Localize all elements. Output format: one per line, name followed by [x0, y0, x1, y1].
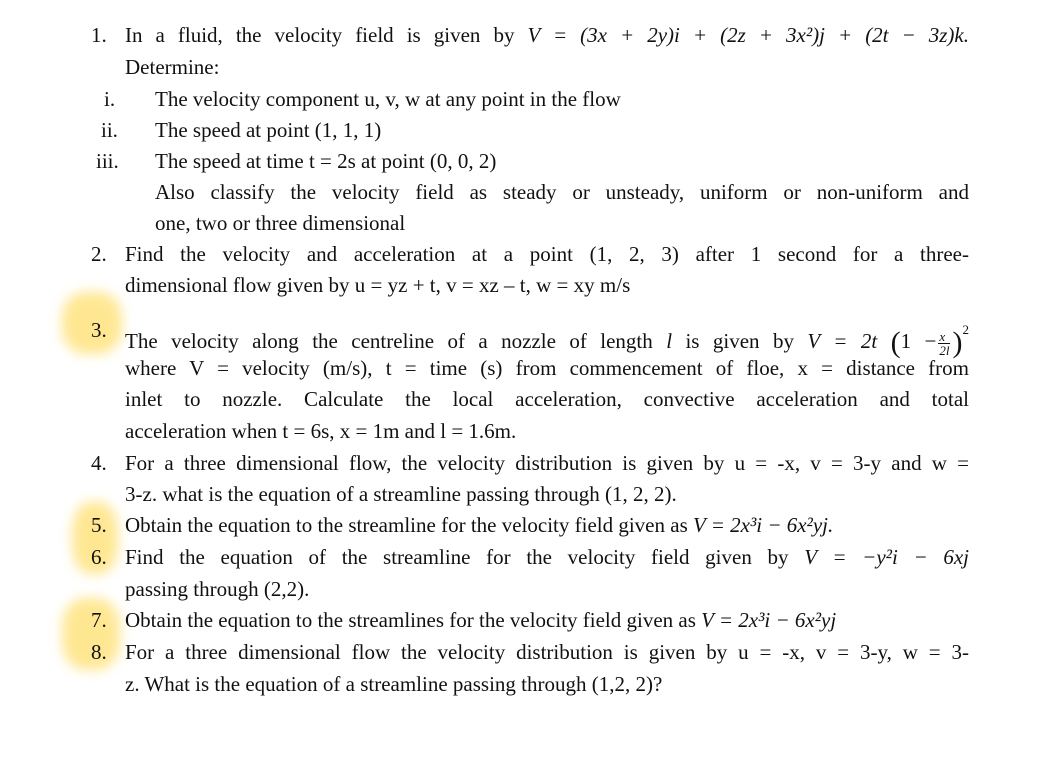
- question-number: 6.: [91, 545, 107, 569]
- fraction-numerator: x: [938, 330, 950, 344]
- sub-item: The speed at time t = 2s at point (0, 0, 2): [155, 149, 497, 173]
- question-8-line-2: z. What is the equation of a streamline passing through (1,2, 2)?: [125, 672, 663, 696]
- question-number: 7.: [91, 608, 107, 632]
- question-6-line-2: passing through (2,2).: [125, 577, 310, 601]
- sub-item: The velocity component u, v, w at any point in the flow: [155, 87, 621, 111]
- fraction: [938, 330, 950, 357]
- question-number: 8.: [91, 640, 107, 664]
- paren-close: ): [952, 326, 963, 359]
- question-3-line-3: inlet to nozzle. Calculate the local acceleration, convective acceleration and total: [125, 387, 969, 411]
- question-text: Obtain the equation to the streamlines for the velocity field given as: [125, 608, 702, 632]
- fraction-denominator: 2l: [939, 342, 950, 358]
- question-1-line-also-2: one, two or three dimensional: [155, 211, 406, 235]
- question-text: Obtain the equation to the streamline for the velocity field given as: [125, 513, 693, 537]
- question-1-line-2: Determine:: [125, 55, 220, 79]
- sub-number: i.: [104, 87, 116, 111]
- question-7-line-1: [125, 607, 836, 633]
- equation: V = 2x³i − 6x²yj.: [693, 513, 834, 537]
- question-3-line-2: where V = velocity (m/s), t = time (s) from commencement of floe, x = distance from: [125, 356, 969, 380]
- length-symbol: l: [666, 329, 673, 353]
- question-8-line-1: For a three dimensional flow the velocity distribution is given by u = -x, v = 3-y, w = 3-: [125, 640, 969, 664]
- question-6-line-1: [125, 544, 969, 570]
- equation: V = (3x + 2y)i + (2z + 3x²)j + (2t − 3z)k.: [527, 23, 969, 47]
- equation: [807, 322, 969, 359]
- question-text: The velocity along the centreline of a nozzle of length: [125, 329, 667, 353]
- question-1-line-also: Also classify the velocity field as steady or unsteady, uniform or non-uniform and: [155, 180, 969, 204]
- question-4-line-1: For a three dimensional flow, the velocity distribution is given by u = -x, v = 3-y and w =: [125, 451, 969, 475]
- equation-lhs: V = 2t: [807, 329, 878, 353]
- question-3-line-4: acceleration when t = 6s, x = 1m and l = 1.6m.: [125, 419, 517, 443]
- equation-term: 1 −: [900, 329, 937, 353]
- equation: V = −y²i − 6xj: [804, 545, 969, 569]
- question-number: 5.: [91, 513, 107, 537]
- exponent: 2: [962, 322, 969, 337]
- equation: V = 2x³i − 6x²yj: [701, 608, 837, 632]
- question-number: 2.: [91, 242, 107, 266]
- question-text: In a fluid, the velocity field is given by: [125, 23, 528, 47]
- sub-number: ii.: [101, 118, 118, 142]
- question-number: 1.: [91, 23, 107, 47]
- question-1-line-1: [125, 22, 969, 48]
- question-text: Find the equation of the streamline for the velocity field given by: [125, 545, 805, 569]
- question-5-line-1: [125, 512, 833, 538]
- question-number: 3.: [91, 318, 107, 342]
- question-text: is given by: [672, 329, 808, 353]
- sub-item: The speed at point (1, 1, 1): [155, 118, 382, 142]
- question-2-line-2: dimensional flow given by u = yz + t, v = xz – t, w = xy m/s: [125, 273, 631, 297]
- sub-number: iii.: [96, 149, 119, 173]
- question-number: 4.: [91, 451, 107, 475]
- question-2-line-1: Find the velocity and acceleration at a point (1, 2, 3) after 1 second for a three-: [125, 242, 969, 266]
- question-4-line-2: 3-z. what is the equation of a streamline passing through (1, 2, 2).: [125, 482, 677, 506]
- paren-open: (: [890, 326, 901, 359]
